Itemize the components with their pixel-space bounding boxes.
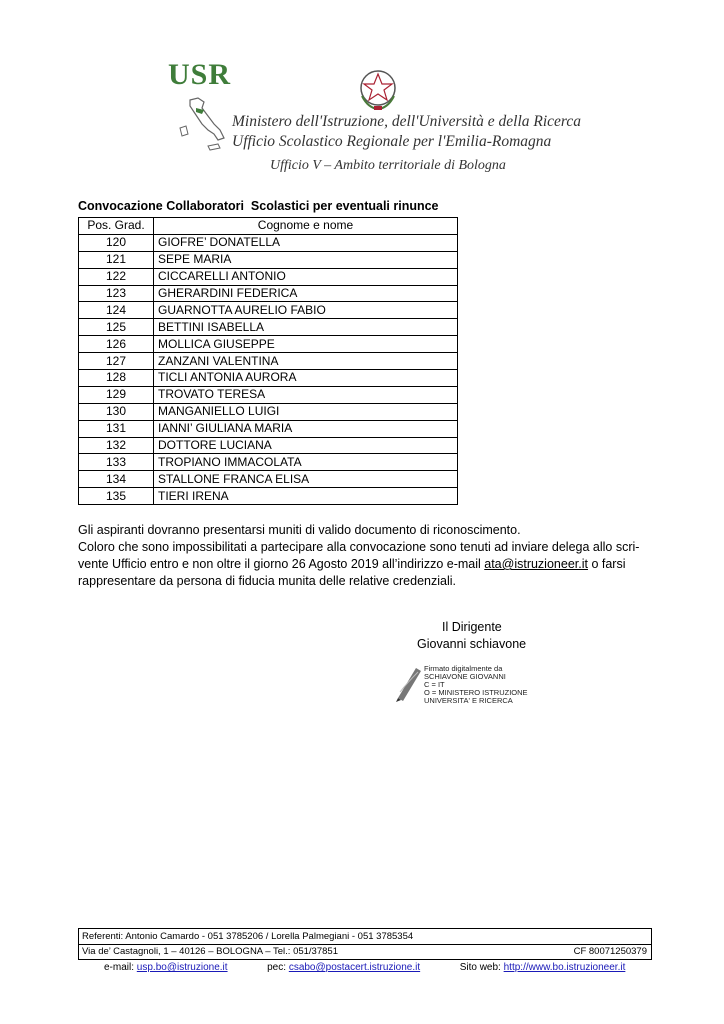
office-line: Ufficio V – Ambito territoriale di Bologna (270, 158, 506, 173)
candidate-name: TICLI ANTONIA AURORA (154, 370, 458, 387)
candidate-name: CICCARELLI ANTONIO (154, 268, 458, 285)
paragraph-document: Gli aspiranti dovranno presentarsi muniti di valido documento di riconoscimento. (78, 523, 521, 537)
ranking-position: 130 (79, 403, 154, 420)
digital-signature-block (424, 665, 528, 705)
footer-pec-label: pec: (267, 962, 287, 973)
table-row (79, 302, 458, 319)
footer-box (78, 928, 652, 960)
digital-signature-line: C = IT (424, 680, 445, 689)
candidate-name: TROPIANO IMMACOLATA (154, 454, 458, 471)
table-row (79, 403, 458, 420)
table-row (79, 420, 458, 437)
table-row (79, 488, 458, 505)
delegation-email-link[interactable]: ata@istruzioneer.it (484, 557, 588, 571)
table-row (79, 386, 458, 403)
ranking-position: 121 (79, 251, 154, 268)
instructions-text (78, 522, 658, 590)
pen-icon (394, 662, 424, 702)
ranking-position: 124 (79, 302, 154, 319)
table-row (79, 319, 458, 336)
table-row (79, 336, 458, 353)
footer-cf: CF 80071250379 (573, 946, 647, 957)
ranking-position: 127 (79, 353, 154, 370)
candidate-name: GHERARDINI FEDERICA (154, 285, 458, 302)
footer-pec-link[interactable]: csabo@postacert.istruzione.it (288, 962, 421, 973)
digital-signature-line: O = MINISTERO ISTRUZIONE (424, 688, 528, 697)
table-row (79, 285, 458, 302)
digital-signature-line: Firmato digitalmente da (424, 664, 503, 673)
usr-logo-text: USR (168, 58, 232, 91)
candidate-name: MANGANIELLO LUIGI (154, 403, 458, 420)
ranking-position: 129 (79, 386, 154, 403)
digital-signature-line: SCHIAVONE GIOVANNI (424, 672, 506, 681)
footer-web-link[interactable]: http://www.bo.istruzioneer.it (503, 962, 626, 973)
paragraph-delegation-line2: vente Ufficio entro e non oltre il giorno 26 Agosto 2019 all’indirizzo e-mail (78, 557, 485, 571)
table-row (79, 454, 458, 471)
table-row (79, 437, 458, 454)
signer-role: Il Dirigente (442, 620, 502, 634)
candidate-name: GIOFRE’ DONATELLA (154, 234, 458, 251)
ministry-line2: Ufficio Scolastico Regionale per l'Emilia-Romagna (232, 133, 552, 150)
footer-web-label: Sito web: (459, 962, 501, 973)
paragraph-delegation-line1: Coloro che sono impossibilitati a partecipare alla convocazione sono tenuti ad inviare delega allo scri- (78, 540, 640, 554)
footer-address: Via de’ Castagnoli, 1 – 40126 – BOLOGNA – Tel.: 051/37851 (82, 946, 338, 957)
paragraph-delegation (78, 539, 658, 590)
candidate-name: GUARNOTTA AURELIO FABIO (154, 302, 458, 319)
document-title: Convocazione Collaboratori Scolastici per eventuali rinunce (78, 199, 439, 213)
signer-name: Giovanni schiavone (417, 637, 527, 651)
ranking-position: 133 (79, 454, 154, 471)
ranking-position: 120 (79, 234, 154, 251)
candidate-name: IANNI’ GIULIANA MARIA (154, 420, 458, 437)
candidate-name: SEPE MARIA (154, 251, 458, 268)
candidate-name: TIERI IRENA (154, 488, 458, 505)
footer-email-link[interactable]: usp.bo@istruzione.it (136, 962, 228, 973)
italian-republic-emblem-icon (356, 66, 400, 112)
ranking-table (78, 217, 458, 505)
table-row (79, 251, 458, 268)
ranking-position: 132 (79, 437, 154, 454)
candidate-name: ZANZANI VALENTINA (154, 353, 458, 370)
table-row (79, 471, 458, 488)
table-header-row (79, 218, 458, 235)
ranking-position: 131 (79, 420, 154, 437)
table-row (79, 234, 458, 251)
candidate-name: BETTINI ISABELLA (154, 319, 458, 336)
header-name: Cognome e nome (154, 218, 458, 235)
paragraph-delegation-line2-end: o farsi (587, 557, 626, 571)
table-row (79, 353, 458, 370)
ranking-position: 128 (79, 370, 154, 387)
digital-signature-line: UNIVERSITA' E RICERCA (424, 696, 513, 705)
table-body (79, 234, 458, 504)
table-row (79, 370, 458, 387)
candidate-name: STALLONE FRANCA ELISA (154, 471, 458, 488)
candidate-name: MOLLICA GIUSEPPE (154, 336, 458, 353)
ranking-position: 125 (79, 319, 154, 336)
footer-email-label: e-mail: (104, 962, 135, 973)
header-position: Pos. Grad. (79, 218, 154, 235)
footer-referents: Referenti: Antonio Camardo - 051 3785206 / Lorella Palmegiani - 051 3785354 (82, 931, 414, 942)
ministry-heading (232, 112, 581, 152)
candidate-name: TROVATO TERESA (154, 386, 458, 403)
ranking-position: 123 (79, 285, 154, 302)
ranking-position: 135 (79, 488, 154, 505)
ranking-position: 126 (79, 336, 154, 353)
table-row (79, 268, 458, 285)
footer-contacts (104, 962, 625, 973)
footer-address-row (79, 944, 651, 959)
ranking-position: 134 (79, 471, 154, 488)
ministry-line1: Ministero dell'Istruzione, dell'Università e della Ricerca (232, 113, 581, 130)
ranking-position: 122 (79, 268, 154, 285)
candidate-name: DOTTORE LUCIANA (154, 437, 458, 454)
paragraph-delegation-line3: rappresentare da persona di fiducia munita delle relative credenziali. (78, 574, 456, 588)
